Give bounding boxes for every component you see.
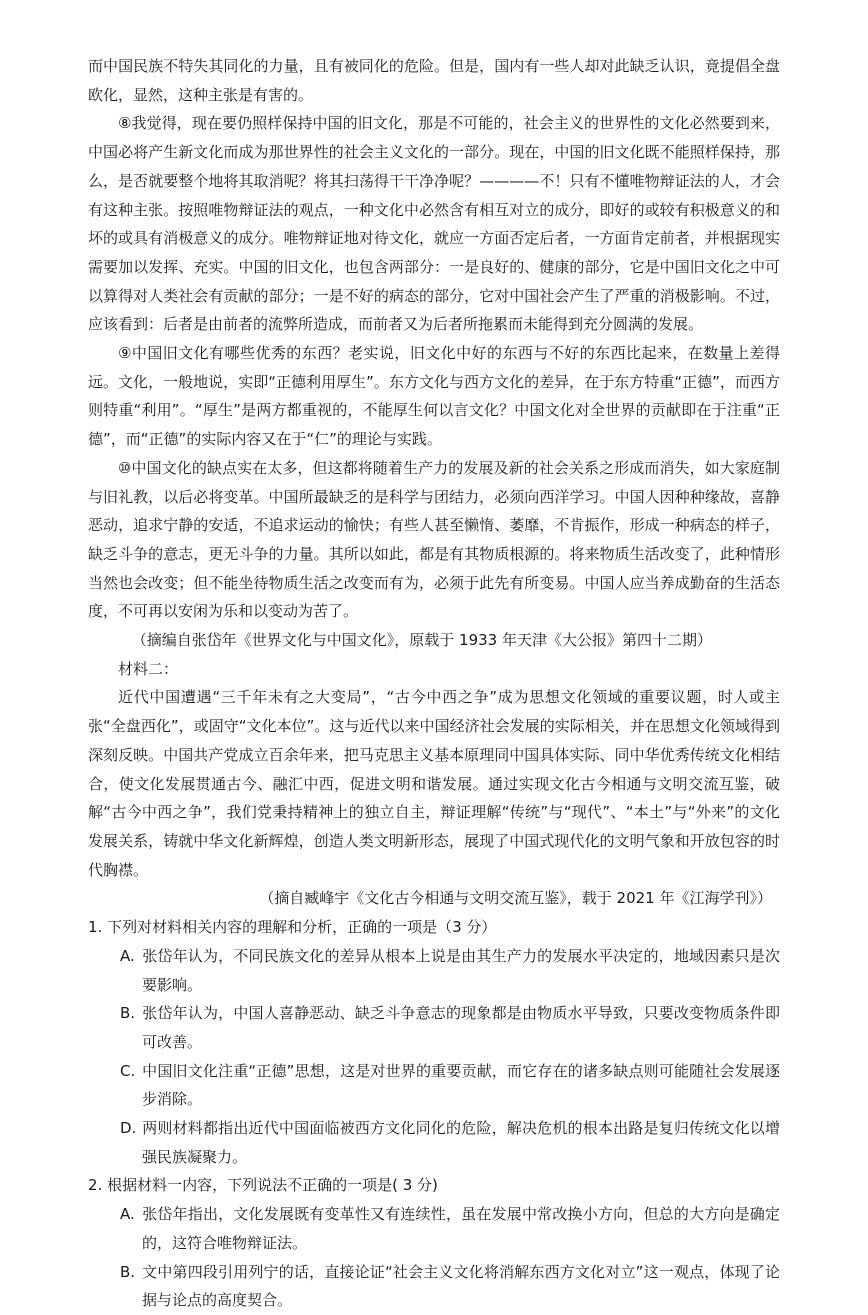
option-label: B.	[120, 1262, 136, 1281]
material-two-source: （摘自臧峰宇《文化古今相通与文明交流互鉴》，载于 2021 年《江海学刊》）	[259, 889, 772, 908]
material-one-source: （摘编自张岱年《世界文化与中国文化》，原载于 1933 年天津《大公报》第四十二期）	[131, 631, 712, 650]
option-text: 张岱年指出，文化发展既有变革性又有连续性，虽在发展中常改换小方向，但总的大方向是确定的，这符合唯物辩证法。	[142, 1205, 780, 1252]
option-label: A.	[120, 1205, 135, 1224]
option-label: B.	[120, 1004, 136, 1023]
question-2	[88, 1171, 780, 1315]
option-b	[88, 999, 780, 1056]
option-a	[88, 942, 780, 999]
option-label: D.	[120, 1119, 137, 1138]
option-text: 中国旧文化注重“正德”思想，这是对世界的重要贡献，而它存在的诸多缺点则可能随社会发展逐步消除。	[142, 1061, 780, 1109]
option-text: 张岱年认为，中国人喜静恶动、缺乏斗争意志的现象都是由物质水平导致，只要改变物质条件即可改善。	[142, 1004, 780, 1051]
question-stem: 2. 根据材料一内容，下列说法不正确的一项是( 3 分)	[88, 1176, 438, 1195]
option-a	[88, 1200, 780, 1257]
option-b	[88, 1258, 780, 1315]
option-text: 张岱年认为，不同民族文化的差异从根本上说是由其生产力的发展水平决定的，地域因素只是次要影响。	[142, 946, 780, 994]
material-one	[88, 52, 780, 655]
question-stem: 1. 下列对材料相关内容的理解和分析，正确的一项是（3 分）	[88, 918, 497, 937]
option-label: A.	[120, 946, 135, 965]
paragraph-10: ⑩中国文化的缺点实在太多，但这都将随着生产力的发展及新的社会关系之形成而消失，如大家庭制与旧礼教，以后必将变革。中国所最缺乏的是科学与团结力，必须向西洋学习。中国人因种种缘故，喜静恶动，追求宁静的安适，不追求运动的愉快；有些人甚至懒惰、萎靡，不肯振作，形成一种病态的样子，缺乏斗争的意志，更无斗争的力量。其所以如此，都是有其物质根源的。将来物质生活改变了，此种情形当然也会改变；但不能坐待物质生活之改变而有为，必须于此先有所变易。中国人应当养成勤奋的生活态度，不可再以安闲为乐和以变动为苦了。	[88, 458, 780, 621]
material-two-heading: 材料二：	[118, 659, 179, 678]
material-two	[88, 655, 780, 913]
option-c	[88, 1057, 780, 1114]
option-label: C.	[120, 1061, 136, 1080]
option-text: 文中第四段引用列宁的话，直接论证“社会主义文化将消解东西方文化对立”这一观点，体现了论据与论点的高度契合。	[142, 1262, 780, 1310]
option-text: 两则材料都指出近代中国面临被西方文化同化的危险，解决危机的根本出路是复归传统文化以增强民族凝聚力。	[142, 1119, 780, 1166]
option-d	[88, 1114, 780, 1171]
paragraph-8: ⑧我觉得，现在要仍照样保持中国的旧文化，那是不可能的，社会主义的世界性的文化必然要到来，中国必将产生新文化而成为那世界性的社会主义文化的一部分。现在，中国的旧文化既不能照样保持，那么，是否就要整个地将其取消呢？将其扫荡得干干净净呢？————不！只有不懂唯物辩证法的人，才会有这种主张。按照唯物辩证法的观点，一种文化中必然含有相互对立的成分，即好的或较有积极意义的和坏的或具有消极意义的成分。唯物辩证地对待文化，就应一方面否定后者，一方面肯定前者，并根据现实需要加以发挥、充实。中国的旧文化，也包含两部分：一是良好的、健康的部分，它是中国旧文化之中可以算得对人类社会有贡献的部分；一是不好的病态的部分，它对中国社会产生了严重的消极影响。不过，应该看到：后者是由前者的流弊所造成，而前者又为后者所拖累而未能得到充分圆满的发展。	[88, 114, 780, 334]
material-two-paragraph: 近代中国遭遇“三千年未有之大变局”，“古今中西之争”成为思想文化领域的重要议题，时人或主张“全盘西化”，或固守“文化本位”。这与近代以来中国经济社会发展的实际相关，并在思想文化领域得到深刻反映。中国共产党成立百余年来，把马克思主义基本原理同中国具体实际、同中华优秀传统文化相结合，使文化发展贯通古今、融汇中西，促进文明和谐发展。通过实现文化古今相通与文明交流互鉴，破解“古今中西之争”，我们党秉持精神上的独立自主，辩证理解“传统”与“现代”、“本土”与“外来”的文化发展关系，铸就中华文化新辉煌，创造人类文明新形态，展现了中国式现代化的文明气象和开放包容的时代胸襟。	[88, 688, 780, 879]
continued-paragraph: 而中国民族不特失其同化的力量，且有被同化的危险。但是，国内有一些人却对此缺乏认识，竟提倡全盘欧化，显然，这种主张是有害的。	[88, 57, 780, 104]
question-1	[88, 913, 780, 1171]
paragraph-9: ⑨中国旧文化有哪些优秀的东西？老实说，旧文化中好的东西与不好的东西比起来，在数量上差得远。文化，一般地说，实即“正德利用厚生”。东方文化与西方文化的差异，在于东方特重“正德”，而西方则特重“利用”。“厚生”是两方都重视的，不能厚生何以言文化？中国文化对全世界的贡献即在于注重“正德”，而“正德”的实际内容又在于“仁”的理论与实践。	[88, 344, 780, 449]
